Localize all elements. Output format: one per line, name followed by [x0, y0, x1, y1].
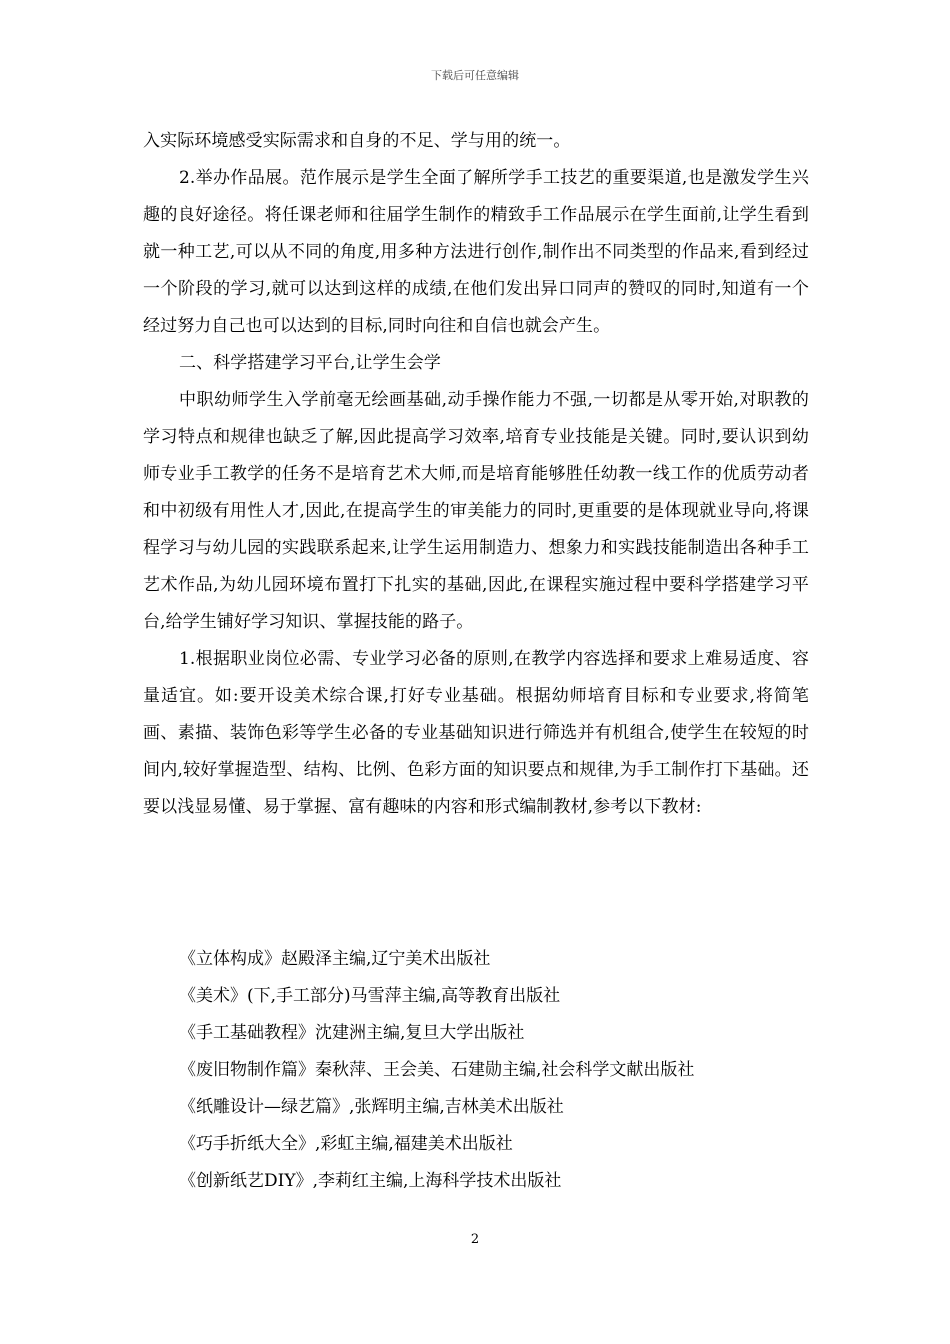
reference-item: 《纸雕设计—绿艺篇》,张辉明主编,吉林美术出版社	[179, 1097, 564, 1117]
reference-item: 《废旧物制作篇》秦秋萍、王会美、石建勋主编,社会科学文献出版社	[179, 1060, 695, 1080]
reference-item: 《创新纸艺DIY》,李莉红主编,上海科学技术出版社	[179, 1171, 562, 1191]
paragraph-principles: 1.根据职业岗位必需、专业学习必备的原则,在教学内容选择和要求上难易适度、容量适宜。如:要开设美术综合课,打好专业基础。根据幼师培育目标和专业要求,将简笔画、素描、装饰色彩等学生必备的专业基础知识进行筛选并有机组合,使学生在较短的时间内,较好掌握造型、结构、比例、色彩方面的知识要点和规律,为手工制作打下基础。还要以浅显易懂、易于掌握、富有趣味的内容和形式编制教材,参考以下教材:	[143, 649, 809, 817]
reference-item: 《美术》(下,手工部分)马雪萍主编,高等教育出版社	[179, 986, 561, 1006]
paragraph-platform: 中职幼师学生入学前毫无绘画基础,动手操作能力不强,一切都是从零开始,对职教的学习特点和规律也缺乏了解,因此提高学习效率,培育专业技能是关键。同时,要认识到幼师专业手工教学的任务不是培育艺术大师,而是培育能够胜任幼教一线工作的优质劳动者和中初级有用性人才,因此,在提高学生的审美能力的同时,更重要的是体现就业导向,将课程学习与幼儿园的实践联系起来,让学生运用制造力、想象力和实践技能制造出各种手工艺术作品,为幼儿园环境布置打下扎实的基础,因此,在课程实施过程中要科学搭建学习平台,给学生铺好学习知识、掌握技能的路子。	[143, 390, 809, 632]
section-heading: 二、科学搭建学习平台,让学生会学	[179, 353, 442, 373]
reference-item: 《立体构成》赵殿泽主编,辽宁美术出版社	[179, 949, 491, 969]
paragraph-exhibition: 2.举办作品展。范作展示是学生全面了解所学手工技艺的重要渠道,也是激发学生兴趣的良好途径。将任课老师和往届学生制作的精致手工作品展示在学生面前,让学生看到就一种工艺,可以从不同的角度,用多种方法进行创作,制作出不同类型的作品来,看到经过一个阶段的学习,就可以达到这样的成绩,在他们发出异口同声的赞叹的同时,知道有一个经过努力自己也可以达到的目标,同时向往和自信也就会产生。	[143, 168, 809, 336]
page-number: 2	[470, 1232, 480, 1247]
paragraph-continuation: 入实际环境感受实际需求和自身的不足、学与用的统一。	[143, 131, 571, 151]
body-text	[143, 123, 809, 826]
reference-item: 《手工基础教程》沈建洲主编,复旦大学出版社	[179, 1023, 525, 1043]
reference-list	[143, 941, 809, 1200]
page-header: 下载后可任意编辑	[431, 69, 519, 82]
reference-item: 《巧手折纸大全》,彩虹主编,福建美术出版社	[179, 1134, 513, 1154]
